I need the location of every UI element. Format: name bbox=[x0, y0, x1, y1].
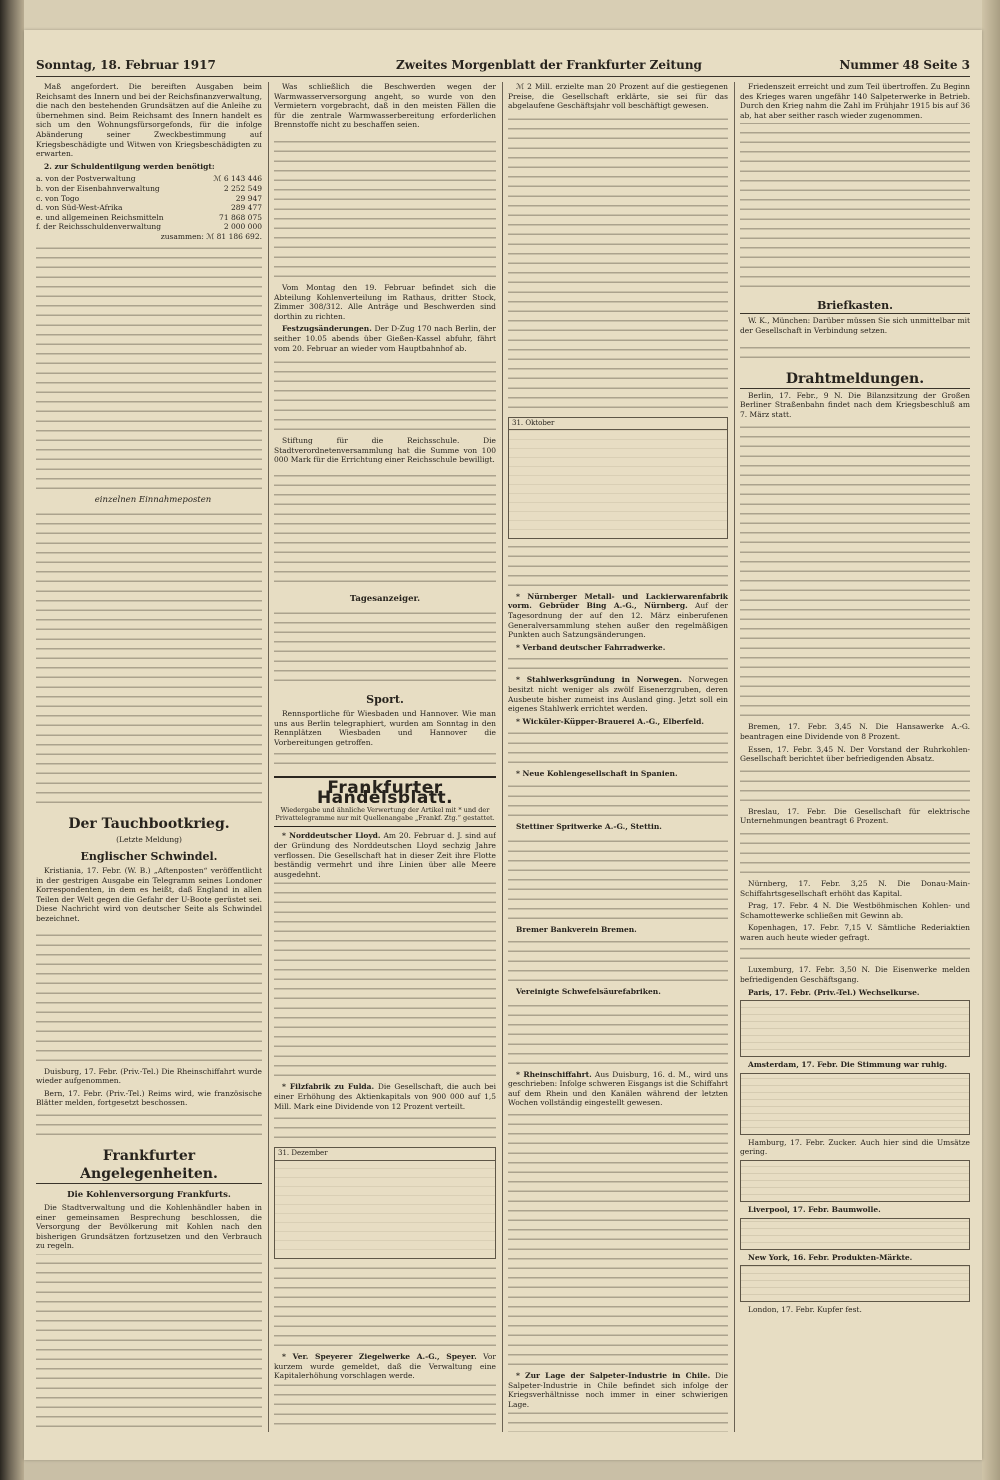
subheading: Tagesanzeiger. bbox=[349, 593, 421, 604]
dispatch: Luxemburg, 17. Febr. 3,50 N. Die Eisenwerke melden befriedigenden Geschäftsgang. bbox=[740, 965, 970, 985]
handelsblatt-masthead bbox=[274, 776, 496, 827]
item-heading: * Ver. Speyerer Ziegelwerke A.-G., Speyer. bbox=[282, 1352, 477, 1362]
section-title: Briefkasten. bbox=[740, 299, 970, 314]
article-paragraph: W. K., München: Darüber müssen Sie sich unmittelbar mit der Gesellschaft in Verbindung setzen. bbox=[740, 316, 970, 335]
article-title: Die Kohlenversorgung Frankfurts. bbox=[67, 1190, 231, 1201]
item-heading: * Neue Kohlengesellschaft in Spanien. bbox=[516, 769, 678, 779]
dispatch: Liverpool, 17. Febr. Baumwolle. bbox=[748, 1205, 881, 1215]
body-text bbox=[36, 1254, 262, 1432]
body-text bbox=[508, 782, 728, 822]
column-divider bbox=[734, 82, 735, 1432]
section-title: Sport. bbox=[366, 692, 404, 706]
dispatch: Bern, 17. Febr. (Priv.-Tel.) Reims wird, wie französische Blätter melden, fortgesetzt beschossen. bbox=[36, 1088, 262, 1108]
balance-table bbox=[274, 1147, 496, 1259]
item-heading: Festzugsänderungen. bbox=[282, 324, 372, 334]
article-title: Englischer Schwindel. bbox=[80, 850, 218, 864]
body-text bbox=[740, 339, 970, 364]
item-text: Der D-Zug 170 nach Berlin, der seither 10.05 abends über Gießen-Kassel abfuhr, fährt vom 20. Februar an wieder vom Hauptbahnhof ab. bbox=[274, 324, 496, 353]
article-paragraph: ℳ 2 Mill. erzielte man 20 Prozent auf die gestiegenen Preise, die Gesellschaft erklärte, sie sei für das abgelaufene Geschäftsjahr voll beschäftigt gewesen. bbox=[508, 82, 728, 111]
column-2 bbox=[274, 82, 496, 1432]
article-paragraph: Vom Montag den 19. Februar befindet sich die Abteilung Kohlenverteilung im Rathaus, dritter Stock, Zimmer 308/312. Alle Anträge und Beschwerden sind dorthin zu richten. bbox=[274, 282, 496, 321]
item-heading: * Stahlwerksgründung in Norwegen. bbox=[516, 675, 682, 685]
schuld-list bbox=[36, 174, 262, 232]
dispatch: Prag, 17. Febr. 4 N. Die Westböhmischen Kohlen- und Schamottewerke schließen mit Gewinn ab. bbox=[740, 901, 970, 920]
item-heading: Bremer Bankverein Bremen. bbox=[516, 924, 637, 934]
item-heading: * Filzfabrik zu Fulda. bbox=[282, 1082, 375, 1092]
dispatch: Hamburg, 17. Febr. Zucker. Auch hier sind die Umsätze gering. bbox=[740, 1137, 970, 1157]
body-text bbox=[740, 945, 970, 965]
article-paragraph: Friedenszeit erreicht und zum Teil übertroffen. Zu Beginn des Krieges waren ungefähr 140 Salpeterwerke in Betrieb. Durch den Krieg nahm die Zahl im Frühjahr 1915 bis auf 36 ab, hat aber seither rasch wieder zugenommen. bbox=[740, 82, 970, 120]
event-listings bbox=[274, 607, 496, 687]
body-text bbox=[508, 114, 728, 414]
item-heading: * Rheinschiffahrt. bbox=[516, 1069, 592, 1079]
schuld-total: zusammen: ℳ 81 186 692. bbox=[160, 231, 262, 241]
body-text bbox=[274, 356, 496, 436]
market-table bbox=[740, 1218, 970, 1250]
item-text: Die Salpeter-Industrie in Chile befindet sich infolge der Kriegsverhältnisse noch immer in einer schwierigen Lage. bbox=[508, 1371, 728, 1409]
market-table bbox=[740, 1265, 970, 1302]
book-spine-shadow bbox=[0, 0, 24, 1480]
item-heading: * Zur Lage der Salpeter-Industrie in Chile. bbox=[516, 1371, 711, 1381]
body-text bbox=[740, 767, 970, 807]
item-heading: Vereinigte Schwefelsäurefabriken. bbox=[516, 987, 661, 997]
body-text bbox=[508, 655, 728, 675]
article-paragraph: Maß angefordert. Die bereiften Ausgaben beim Reichsamt des Innern und bei der Reichsfinanzverwaltung, die nach den bestehenden Grundsätzen auf die Anleihe zu übernehmen sind. Beim Reichsamt des Innern handelt es sich um den Wohnungsfürsorgefonds, für die infolge Abänderung seiner Zweckbestimmung auf Kriegsbeschädigte und Witwen von Kriegsbeschädigten zu erwarten. bbox=[36, 82, 262, 159]
body-text bbox=[36, 1111, 262, 1141]
exchange-table bbox=[740, 1000, 970, 1057]
table-header: 31. Oktober bbox=[509, 418, 727, 431]
header-edition: Zweites Morgenblatt der Frankfurter Zeitung bbox=[396, 58, 702, 72]
section-title: Der Tauchbootkrieg. bbox=[68, 815, 230, 832]
balance-table bbox=[508, 417, 728, 539]
header-rule bbox=[36, 76, 970, 77]
dispatch: Breslau, 17. Febr. Die Gesellschaft für elektrische Unternehmungen beantragt 6 Prozent. bbox=[740, 806, 970, 826]
dispatch: Berlin, 17. Febr., 9 N. Die Bilanzsitzung der Großen Berliner Straßenbahn findet nach dem Kriegsbeschluß am 7. März statt. bbox=[740, 390, 970, 419]
body-text bbox=[274, 1384, 496, 1432]
schuld-row: a. von der Postverwaltung ℳ 6 143 446 bbox=[36, 174, 262, 184]
body-text bbox=[508, 1000, 728, 1070]
item-heading: * Verband deutscher Fahrradwerke. bbox=[516, 642, 666, 652]
header-date: Sonntag, 18. Februar 1917 bbox=[36, 58, 216, 72]
body-text bbox=[508, 835, 728, 925]
dispatch: Essen, 17. Febr. 3,45 N. Der Vorstand der Ruhrkohlen-Gesellschaft berichtet über befriedigenden Absatz. bbox=[740, 744, 970, 764]
item-text: Auf der Tagesordnung der auf den 12. März einberufenen Generalversammlung stehen außer den regelmäßigen Punkten auch Satzungsänderungen. bbox=[508, 601, 728, 640]
dispatch: New York, 16. Febr. Produkten-Märkte. bbox=[748, 1252, 913, 1262]
body-text bbox=[274, 1114, 496, 1144]
body-text bbox=[740, 829, 970, 879]
column-4 bbox=[740, 82, 970, 1432]
dispatch: Nürnberg, 17. Febr. 3,25 N. Die Donau-Main-Schiffahrtsgesellschaft erhöht das Kapital. bbox=[740, 878, 970, 898]
top-margin bbox=[24, 0, 982, 30]
item-heading: Stettiner Spritwerke A.-G., Stettin. bbox=[516, 821, 662, 831]
item-text: Am 20. Februar d. J. sind auf der Gründung des Norddeutschen Lloyd sechzig Jahre verflossen. Die Gesellschaft hat in dieser Zeit ihre Flotte beständig vermehrt und ihre Linien über alle Meere ausgedehnt. bbox=[274, 831, 496, 879]
dispatch: Bremen, 17. Febr. 3,45 N. Die Hansawerke A.-G. beantragen eine Dividende von 8 Prozent. bbox=[740, 722, 970, 741]
exchange-table bbox=[740, 1073, 970, 1135]
body-text bbox=[274, 133, 496, 283]
dispatch: Duisburg, 17. Febr. (Priv.-Tel.) Die Rheinschiffahrt wurde wieder aufgenommen. bbox=[36, 1066, 262, 1086]
next-page-edge bbox=[982, 0, 1000, 1480]
body-text bbox=[508, 1111, 728, 1371]
column-divider bbox=[268, 82, 269, 1432]
item-heading: * Norddeutscher Lloyd. bbox=[282, 831, 381, 841]
body-text bbox=[36, 927, 262, 1067]
section-title: Frankfurter Angelegenheiten. bbox=[36, 1147, 262, 1184]
body-text bbox=[274, 468, 496, 588]
subheading: einzelnen Einnahmeposten bbox=[94, 494, 212, 505]
schuld-row: c. von Togo 29 947 bbox=[36, 193, 262, 203]
section-subtitle: (Letzte Meldung) bbox=[116, 834, 182, 844]
dispatch: Amsterdam, 17. Febr. Die Stimmung war ruhig. bbox=[748, 1060, 948, 1070]
item-text: Vor kurzem wurde gemeldet, daß die Verwaltung eine Kapitalerhöhung vorschlagen werde. bbox=[274, 1352, 496, 1381]
body-text bbox=[36, 245, 262, 495]
article-paragraph: Die Stadtverwaltung und die Kohlenhändler haben in einer gemeinsamen Besprechung beschlossen, die Versorgung der Bevölkerung mit Kohlen nach den bisherigen Grundsätzen fortzusetzen und den Verbrauch zu regeln. bbox=[36, 1203, 262, 1251]
article-paragraph: Rennsportliche für Wiesbaden und Hannover. Wie man uns aus Berlin telegraphiert, wurden am Sonntag in den Rennplätzen Wiesbaden und Hannover die Vorbereitungen getroffen. bbox=[274, 708, 496, 747]
item-heading: * Wicküler-Küpper-Brauerei A.-G., Elberfeld. bbox=[516, 716, 705, 726]
dispatch: London, 17. Febr. Kupfer fest. bbox=[748, 1305, 862, 1315]
dispatch: Kopenhagen, 17. Febr. 7,15 V. Sämtliche Rederiaktien waren auch heute wieder gefragt. bbox=[740, 923, 970, 942]
body-text bbox=[740, 123, 970, 293]
article-paragraph: Was schließlich die Beschwerden wegen der Warmwasserversorgung angeht, so wurde von den Vermietern vorgebracht, daß in den meisten Fällen die für die zentrale Warmwasserbereitung erforderlichen Brennstoffe nicht zu beschaffen seien. bbox=[274, 82, 496, 130]
column-divider bbox=[502, 82, 503, 1432]
handelsblatt-title: Frankfurter Handelsblatt. bbox=[316, 778, 454, 808]
body-text bbox=[508, 729, 728, 769]
schuld-row: f. der Reichsschuldenverwaltung 2 000 000 bbox=[36, 222, 262, 232]
body-text bbox=[740, 422, 970, 722]
body-text bbox=[508, 1412, 728, 1432]
page-header bbox=[36, 58, 970, 76]
column-3 bbox=[508, 82, 728, 1432]
body-text bbox=[274, 1262, 496, 1352]
schuld-row: d. von Süd-West-Afrika 289 477 bbox=[36, 203, 262, 213]
body-text bbox=[274, 750, 496, 770]
body-text bbox=[36, 509, 262, 809]
schuld-row: b. von der Eisenbahnverwaltung 2 252 549 bbox=[36, 183, 262, 193]
item-text: Norwegen besitzt nicht weniger als zwölf Eisenerzgruben, deren Ausbeute bisher zumeist ins Ausland ging. Jetzt soll ein eigenes Stahlwerk errichtet werden. bbox=[508, 675, 728, 714]
article-paragraph: Stiftung für die Reichsschule. Die Stadtverordnetenversammlung hat die Summe von 100 000 Mark für die Errichtung einer Reichsschule bewilligt. bbox=[274, 436, 496, 465]
market-table bbox=[740, 1160, 970, 1202]
header-page-number: Nummer 48 Seite 3 bbox=[839, 58, 970, 72]
newspaper-page bbox=[24, 30, 982, 1460]
item-heading: * Nürnberger Metall- und Lackierwarenfabrik vorm. Gebrüder Bing A.-G., Nürnberg. bbox=[508, 591, 728, 611]
dispatch: Paris, 17. Febr. (Priv.-Tel.) Wechselkurse. bbox=[748, 987, 920, 997]
schuld-row: e. und allgemeinen Reichsmitteln 71 868 075 bbox=[36, 212, 262, 222]
item-text: Die Gesellschaft, die auch bei einer Erhöhung des Aktienkapitals von 900 000 auf 1,5 Mill. Mark eine Dividende von 12 Prozent verteilt. bbox=[274, 1082, 496, 1111]
article-paragraph: Kristiania, 17. Febr. (W. B.) „Aftenposten“ veröffentlicht in der gestrigen Ausgabe ein Telegramm seines Londoner Korrespondenten, in dem es heißt, daß England in allen Teilen der Welt gegen die Gefahr der U-Boote gerüstet sei. Diese Nachricht wird von deutscher Seite als Schwindel bezeichnet. bbox=[36, 866, 262, 924]
column-1 bbox=[36, 82, 262, 1432]
body-text bbox=[274, 882, 496, 1082]
table-header: 31. Dezember bbox=[275, 1148, 495, 1161]
section-title: Drahtmeldungen. bbox=[740, 370, 970, 389]
handelsblatt-notice: Wiedergabe und ähnliche Verwertung der Artikel mit * und der Privattelegramme nur mit Quellenangabe „Frankf. Ztg.“ gestattet. bbox=[275, 806, 495, 823]
schuld-heading: 2. zur Schuldentilgung werden benötigt: bbox=[44, 161, 215, 171]
body-text bbox=[508, 542, 728, 592]
item-text: Aus Duisburg, 16. d. M., wird uns geschrieben: Infolge schweren Eisgangs ist die Schiffahrt auf dem Rhein und den Kanälen während der letzten Wochen vollständig eingestellt gewesen. bbox=[508, 1069, 728, 1108]
body-text bbox=[508, 937, 728, 987]
